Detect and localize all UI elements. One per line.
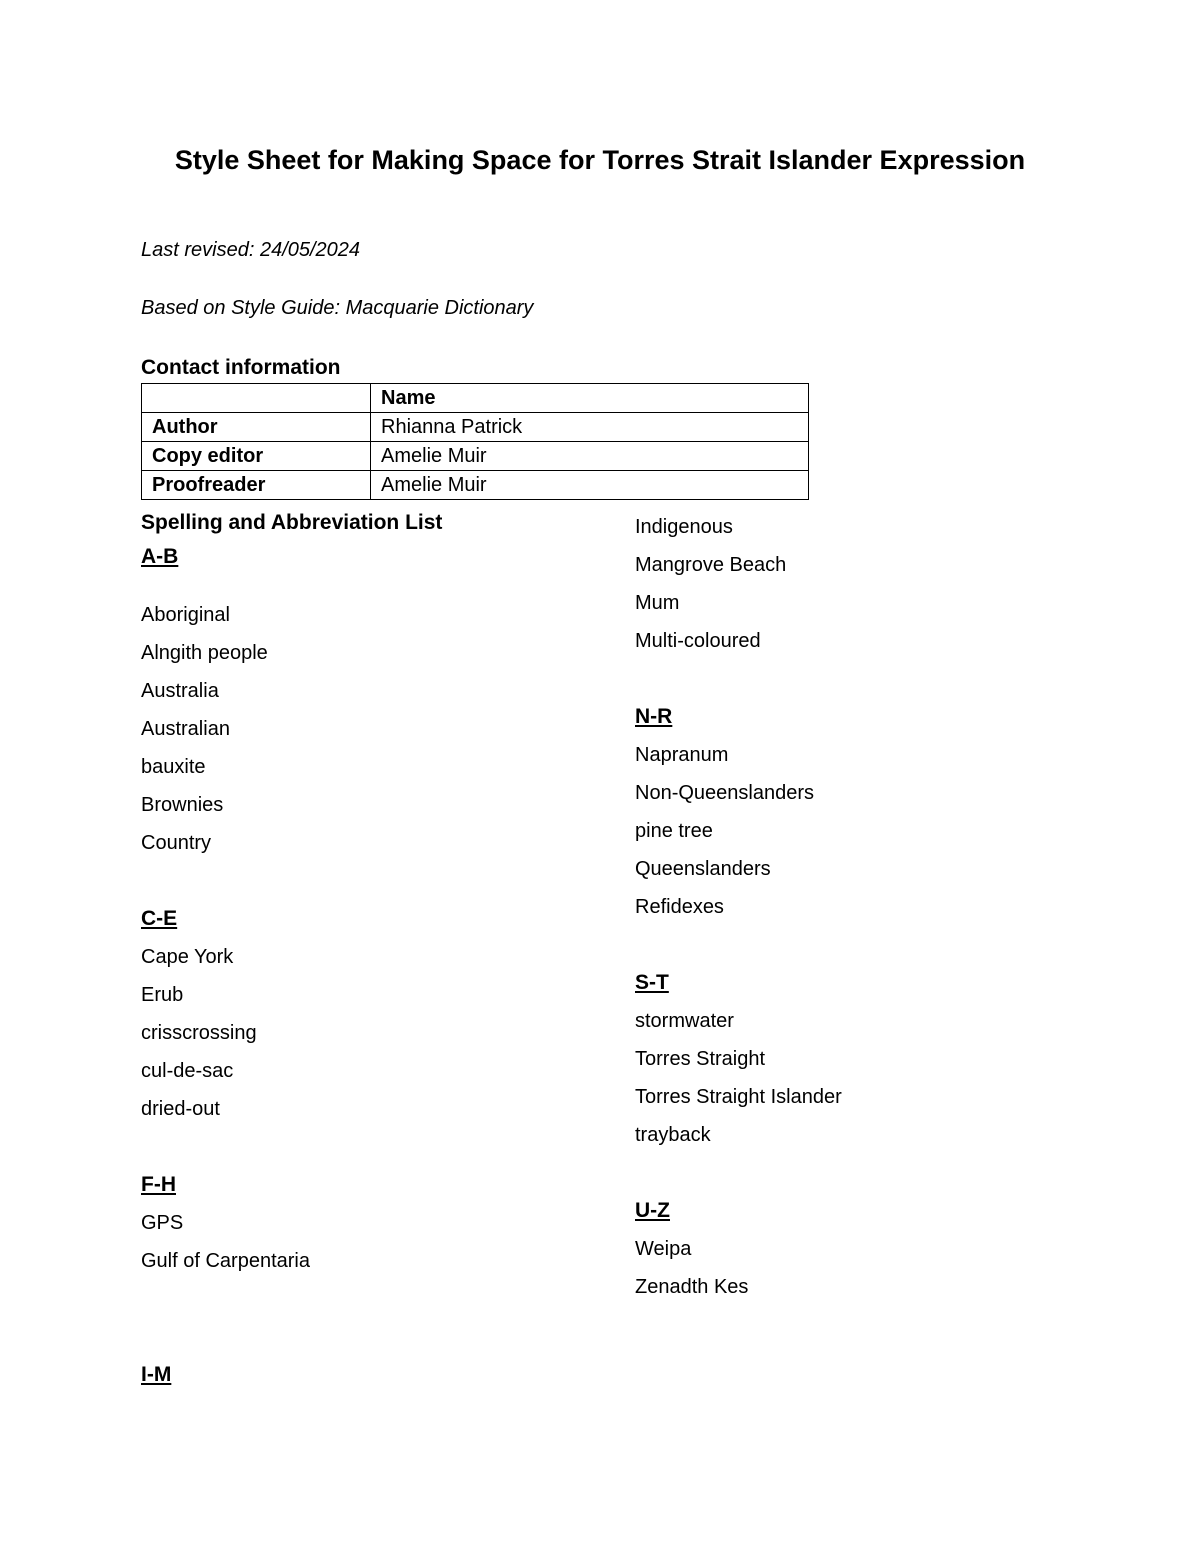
section-heading-nr: N-R [635, 705, 673, 728]
spelling-column-right [635, 508, 1075, 1306]
list-item: Weipa [635, 1238, 692, 1260]
section-heading-ce: C-E [141, 907, 178, 930]
contact-role: Copy editor [142, 442, 371, 471]
list-item: Mum [635, 592, 680, 614]
list-item: pine tree [635, 820, 713, 842]
last-revised: Last revised: 24/05/2024 [141, 239, 361, 261]
contact-role: Proofreader [142, 471, 371, 500]
list-item: Brownies [141, 794, 224, 816]
based-on-style-guide: Based on Style Guide: Macquarie Dictionary [141, 297, 534, 319]
list-item: Refidexes [635, 896, 724, 918]
contact-name: Amelie Muir [371, 471, 809, 500]
list-item: stormwater [635, 1010, 734, 1032]
section-heading-st: S-T [635, 971, 669, 994]
list-item: cul-de-sac [141, 1060, 234, 1082]
table-row [142, 471, 809, 500]
spelling-list-heading: Spelling and Abbreviation List [141, 511, 443, 534]
table-row [142, 413, 809, 442]
list-item: Cape York [141, 946, 234, 968]
list-item: Zenadth Kes [635, 1276, 749, 1298]
section-heading-ab: A-B [141, 545, 179, 568]
table-row [142, 442, 809, 471]
list-item: Aboriginal [141, 604, 230, 626]
list-item: Mangrove Beach [635, 554, 787, 576]
list-item: Gulf of Carpentaria [141, 1250, 310, 1272]
list-item: Multi-coloured [635, 630, 761, 652]
contact-header-row [142, 384, 809, 413]
contact-role: Author [142, 413, 371, 442]
list-item: Torres Straight Islander [635, 1086, 842, 1108]
list-item: Australia [141, 680, 219, 702]
list-item: crisscrossing [141, 1022, 257, 1044]
list-item: GPS [141, 1212, 184, 1234]
list-item: Torres Straight [635, 1048, 766, 1070]
list-item: bauxite [141, 756, 206, 778]
section-heading-uz: U-Z [635, 1199, 670, 1222]
contact-header-blank [142, 384, 371, 413]
contact-heading: Contact information [141, 356, 341, 379]
contact-name: Rhianna Patrick [371, 413, 809, 442]
contact-header-name: Name [371, 384, 809, 413]
list-item: trayback [635, 1124, 711, 1146]
list-item: Non-Queenslanders [635, 782, 814, 804]
list-item: Country [141, 832, 212, 854]
list-item: dried-out [141, 1098, 220, 1120]
document-title: Style Sheet for Making Space for Torres Strait Islander Expression [174, 145, 1026, 175]
list-item: Australian [141, 718, 230, 740]
contact-table [141, 383, 809, 500]
list-item: Erub [141, 984, 184, 1006]
spelling-column-left [141, 508, 581, 1394]
section-heading-im: I-M [141, 1363, 172, 1386]
list-item: Alngith people [141, 642, 268, 664]
list-item: Queenslanders [635, 858, 771, 880]
list-item: Indigenous [635, 516, 733, 538]
list-item: Napranum [635, 744, 729, 766]
section-heading-fh: F-H [141, 1173, 176, 1196]
contact-name: Amelie Muir [371, 442, 809, 471]
